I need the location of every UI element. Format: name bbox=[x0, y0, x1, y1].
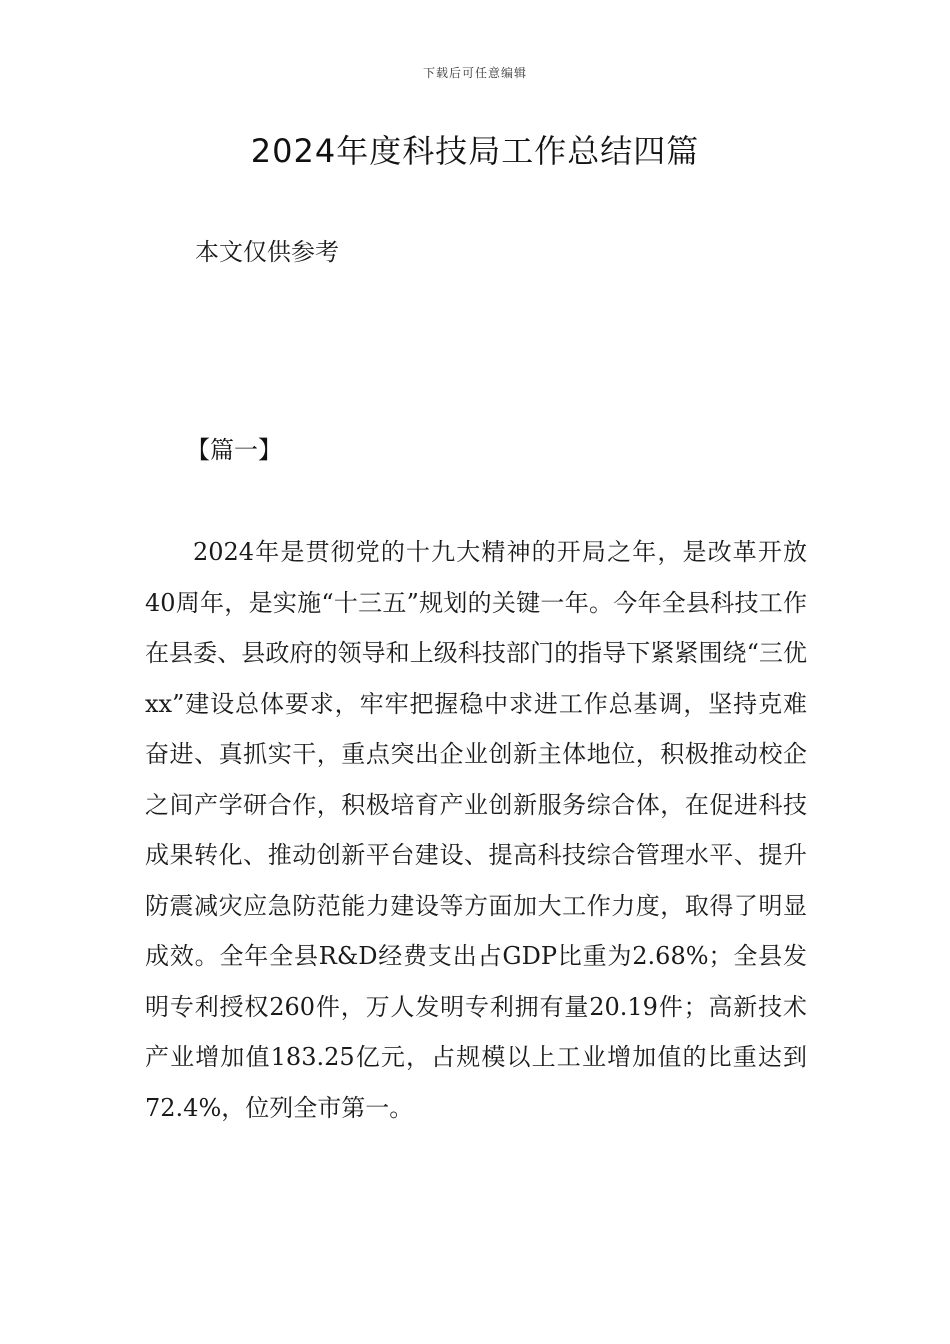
header-note: 下载后可任意编辑 bbox=[422, 66, 527, 80]
section-label: 【篇一】 bbox=[186, 436, 282, 464]
document-title: 2024年度科技局工作总结四篇 bbox=[250, 132, 700, 170]
body-paragraph: 2024年是贯彻党的十九大精神的开局之年，是改革开放40周年，是实施“十三五”规划的关键一年。今年全县科技工作在县委、县政府的领导和上级科技部门的指导下紧紧围绕“三优xx”建设总体要求，牢牢把握稳中求进工作总基调，坚持克难奋进、真抓实干，重点突出企业创新主体地位，积极推动校企之间产学研合作，积极培育产业创新服务综合体，在促进科技成果转化、推动创新平台建设、提高科技综合管理水平、提升防震减灾应急防范能力建设等方面加大工作力度，取得了明显成效。全年全县R&D经费支出占GDP比重为2.68%；全县发明专利授权260件，万人发明专利拥有量20.19件；高新技术产业增加值183.25亿元，占规模以上工业增加值的比重达到72.4%，位列全市第一。 bbox=[145, 538, 807, 1122]
disclaimer-text: 本文仅供参考 bbox=[195, 238, 339, 266]
